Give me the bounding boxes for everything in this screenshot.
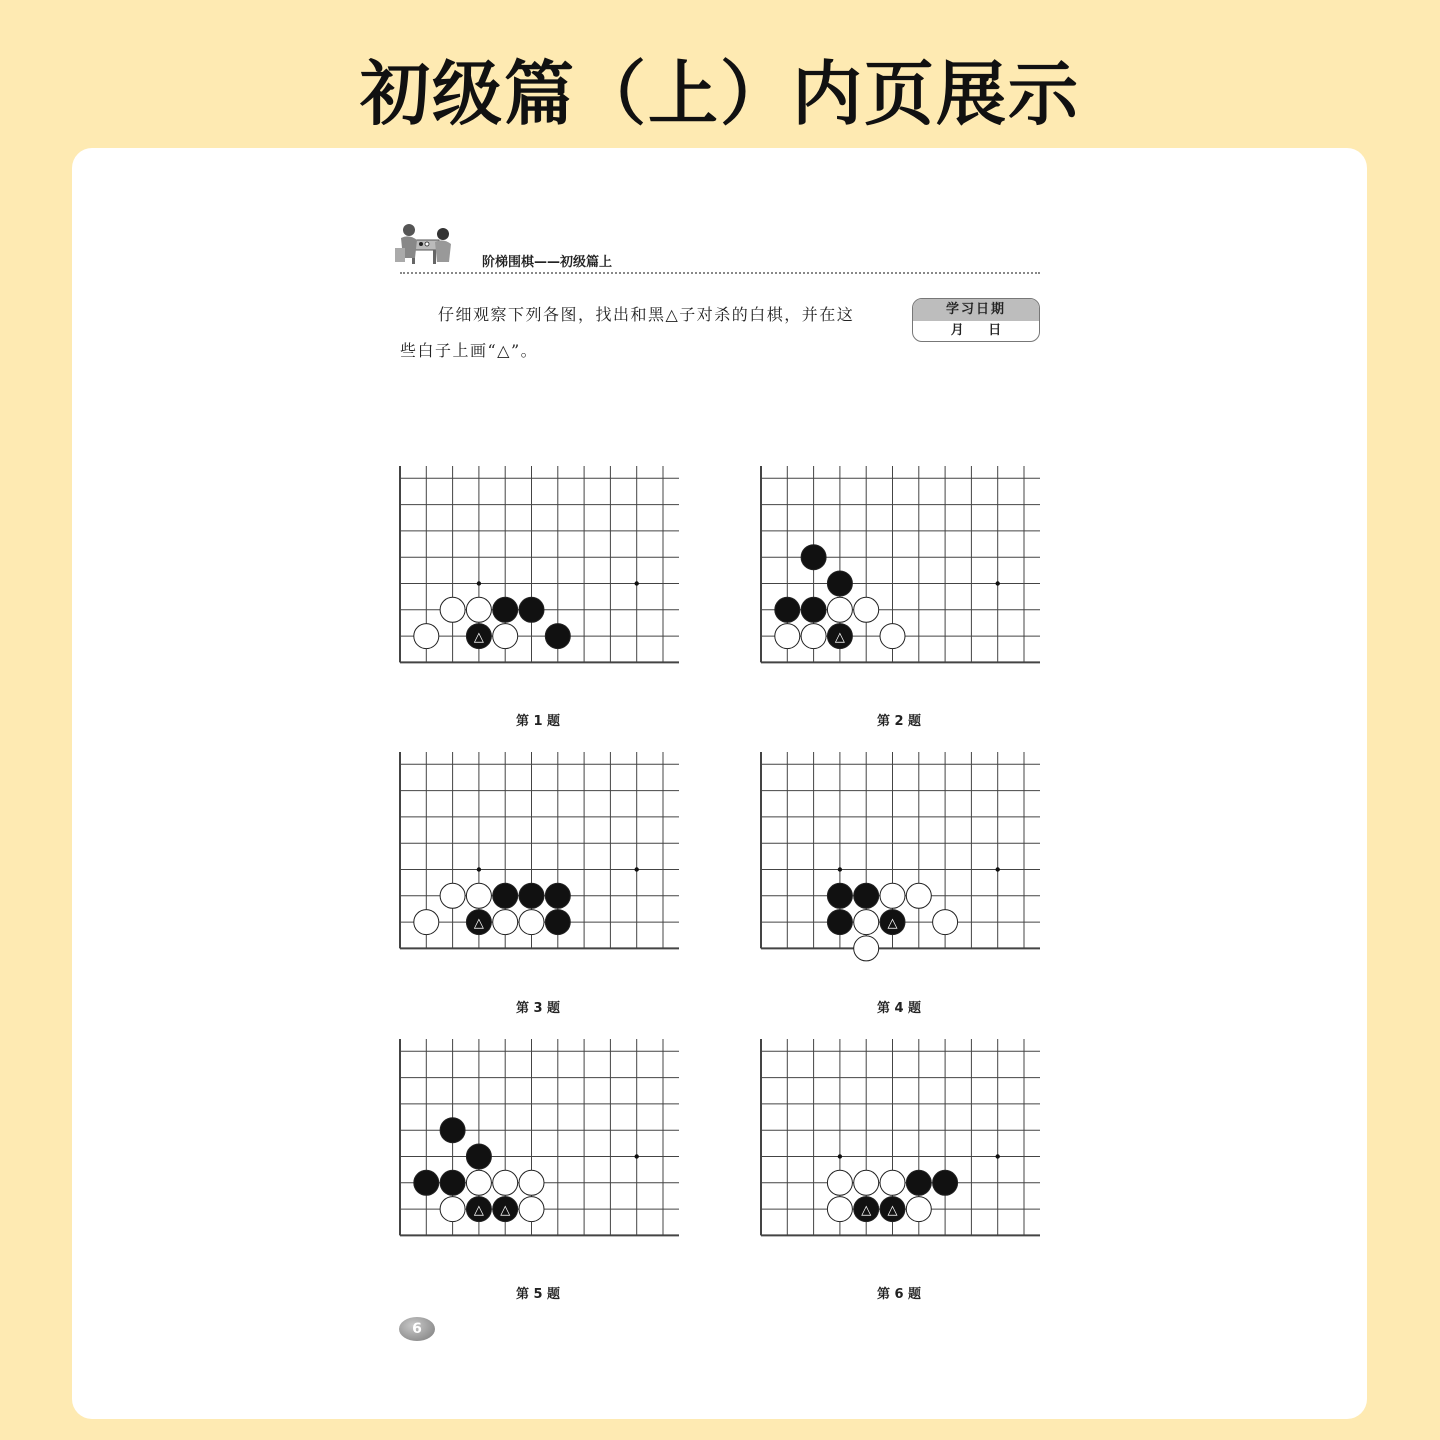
triangle-mark: △ <box>500 1203 511 1219</box>
study-date-month: 月 <box>950 323 964 338</box>
go-board-problem-4 <box>760 752 1050 984</box>
black-stone <box>827 910 852 935</box>
triangle-mark: △ <box>473 630 484 646</box>
white-stone <box>519 910 544 935</box>
go-board-svg <box>399 1039 689 1271</box>
black-stone <box>933 1170 958 1195</box>
star-point <box>996 867 1000 871</box>
black-stone <box>545 883 570 908</box>
white-stone <box>801 624 826 649</box>
children-playing-go-illustration <box>395 218 461 270</box>
star-point <box>477 867 481 871</box>
white-stone <box>880 624 905 649</box>
white-stone <box>827 1197 852 1222</box>
triangle-mark: △ <box>473 916 484 932</box>
triangle-mark: △ <box>861 1203 872 1219</box>
go-board-problem-2 <box>760 466 1050 698</box>
black-stone <box>519 597 544 622</box>
black-stone <box>493 597 518 622</box>
white-stone <box>880 1170 905 1195</box>
triangle-mark: △ <box>834 630 845 646</box>
exercise-instruction: 仔细观察下列各图，找出和黑△子对杀的白棋，并在这些白子上画“△”。 <box>400 305 855 360</box>
go-board-svg <box>399 466 689 698</box>
white-stone <box>440 597 465 622</box>
triangle-mark: △ <box>887 916 898 932</box>
star-point <box>996 1154 1000 1158</box>
problem-label: 第 3 题 <box>515 1001 561 1016</box>
triangle-mark: △ <box>887 1203 898 1219</box>
header-divider <box>400 272 1040 274</box>
white-stone <box>933 910 958 935</box>
black-stone <box>545 910 570 935</box>
go-board-problem-1 <box>399 466 689 698</box>
study-date-fields <box>913 321 1039 341</box>
white-stone <box>466 1170 491 1195</box>
black-stone <box>545 624 570 649</box>
problem-label: 第 5 题 <box>515 1287 561 1302</box>
white-stone <box>519 1197 544 1222</box>
go-board-svg <box>399 752 689 984</box>
go-board-svg <box>760 1039 1050 1271</box>
black-stone <box>414 1170 439 1195</box>
white-stone <box>775 624 800 649</box>
white-stone <box>440 883 465 908</box>
go-board-svg <box>760 466 1050 698</box>
white-stone <box>440 1197 465 1222</box>
white-stone <box>854 597 879 622</box>
white-stone <box>466 883 491 908</box>
star-point <box>996 581 1000 585</box>
black-stone <box>801 545 826 570</box>
white-stone <box>906 1197 931 1222</box>
star-point <box>635 581 639 585</box>
study-date-day: 日 <box>988 323 1002 338</box>
go-board-svg <box>760 752 1050 984</box>
problem-label: 第 2 题 <box>876 714 922 729</box>
white-stone <box>493 624 518 649</box>
black-stone <box>775 597 800 622</box>
star-point <box>838 867 842 871</box>
go-board-problem-6 <box>760 1039 1050 1271</box>
page-number-badge: 6 <box>399 1317 435 1341</box>
white-stone <box>519 1170 544 1195</box>
problem-label: 第 6 题 <box>876 1287 922 1302</box>
running-head: 阶梯围棋——初级篇上 <box>482 255 613 270</box>
page-banner-title: 初级篇（上）内页展示 <box>360 52 1080 135</box>
white-stone <box>854 936 879 961</box>
white-stone <box>854 1170 879 1195</box>
black-stone <box>440 1170 465 1195</box>
black-stone <box>801 597 826 622</box>
star-point <box>477 581 481 585</box>
black-stone <box>466 1144 491 1169</box>
study-date-label: 学习日期 <box>913 299 1039 321</box>
black-stone <box>493 883 518 908</box>
white-stone <box>827 1170 852 1195</box>
star-point <box>635 1154 639 1158</box>
white-stone <box>906 883 931 908</box>
white-stone <box>854 910 879 935</box>
white-stone <box>493 1170 518 1195</box>
triangle-mark: △ <box>473 1203 484 1219</box>
go-board-problem-5 <box>399 1039 689 1271</box>
star-point <box>635 867 639 871</box>
star-point <box>838 1154 842 1158</box>
black-stone <box>827 571 852 596</box>
black-stone <box>854 883 879 908</box>
white-stone <box>827 597 852 622</box>
go-board-problem-3 <box>399 752 689 984</box>
white-stone <box>880 883 905 908</box>
black-stone <box>440 1118 465 1143</box>
black-stone <box>519 883 544 908</box>
white-stone <box>414 624 439 649</box>
study-date-box <box>912 298 1040 342</box>
problem-label: 第 4 题 <box>876 1001 922 1016</box>
white-stone <box>493 910 518 935</box>
black-stone <box>906 1170 931 1195</box>
white-stone <box>466 597 491 622</box>
black-stone <box>827 883 852 908</box>
white-stone <box>414 910 439 935</box>
problem-label: 第 1 题 <box>515 714 561 729</box>
